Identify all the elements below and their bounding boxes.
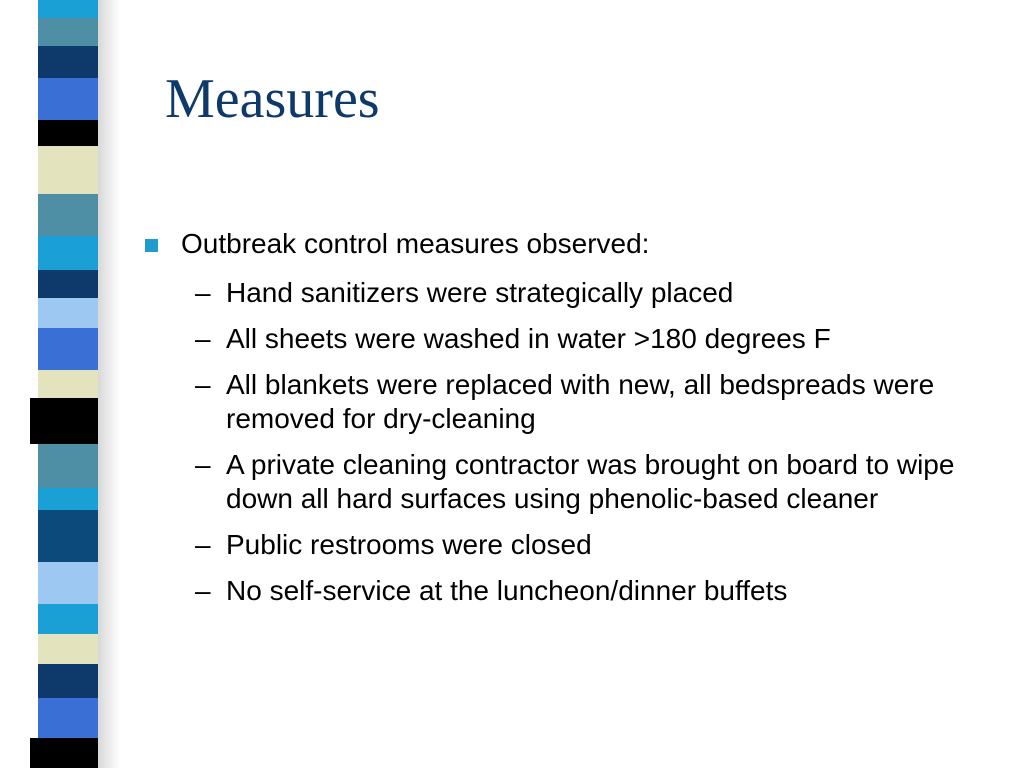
dash-marker: – xyxy=(195,575,211,606)
dash-marker: – xyxy=(195,529,211,560)
list-item xyxy=(145,528,1005,562)
list-item-text: No self-service at the luncheon/dinner buffets xyxy=(226,575,788,606)
stripe-block xyxy=(38,236,98,270)
main-bullet xyxy=(145,226,1005,262)
stripe-block xyxy=(38,146,98,194)
dash-marker: – xyxy=(195,369,211,400)
stripe-block xyxy=(38,444,98,488)
list-item-text: Public restrooms were closed xyxy=(226,529,592,560)
slide-content xyxy=(145,226,1005,608)
stripe-block xyxy=(30,398,98,444)
stripe-block xyxy=(38,488,98,510)
stripe-block xyxy=(38,46,98,78)
stripe-block xyxy=(38,562,98,604)
stripe-block xyxy=(38,634,98,664)
dash-marker: – xyxy=(195,449,211,480)
main-bullet-text: Outbreak control measures observed: xyxy=(181,228,650,259)
stripe-block xyxy=(38,328,98,370)
list-item xyxy=(145,276,1005,310)
dash-marker: – xyxy=(195,277,211,308)
list-item xyxy=(145,322,1005,356)
slide-title: Measures xyxy=(165,68,380,130)
stripe-block xyxy=(38,270,98,298)
list-item xyxy=(145,448,1005,516)
list-item-text: Hand sanitizers were strategically placed xyxy=(226,277,734,308)
stripe-block xyxy=(38,698,98,738)
stripe-block xyxy=(38,78,98,120)
stripe-shadow xyxy=(98,0,120,768)
stripe-block xyxy=(38,510,98,562)
list-item-text: A private cleaning contractor was brought on board to wipe down all hard surfaces using phenolic-based cleaner xyxy=(226,449,955,514)
stripe-block xyxy=(30,738,98,768)
stripe-block xyxy=(38,664,98,698)
decorative-stripe xyxy=(0,0,120,768)
list-item xyxy=(145,574,1005,608)
stripe-block xyxy=(38,18,98,46)
list-item-text: All sheets were washed in water >180 degrees F xyxy=(226,323,831,354)
stripe-block xyxy=(38,194,98,236)
square-bullet-icon xyxy=(145,239,158,252)
list-item-text: All blankets were replaced with new, all bedspreads were removed for dry-cleaning xyxy=(226,369,935,434)
list-item xyxy=(145,368,1005,436)
stripe-block xyxy=(38,120,98,146)
sub-bullet-list xyxy=(145,276,1005,608)
stripe-block xyxy=(38,370,98,398)
stripe-block xyxy=(38,298,98,328)
dash-marker: – xyxy=(195,323,211,354)
stripe-block xyxy=(38,604,98,634)
stripe-block xyxy=(38,0,98,18)
